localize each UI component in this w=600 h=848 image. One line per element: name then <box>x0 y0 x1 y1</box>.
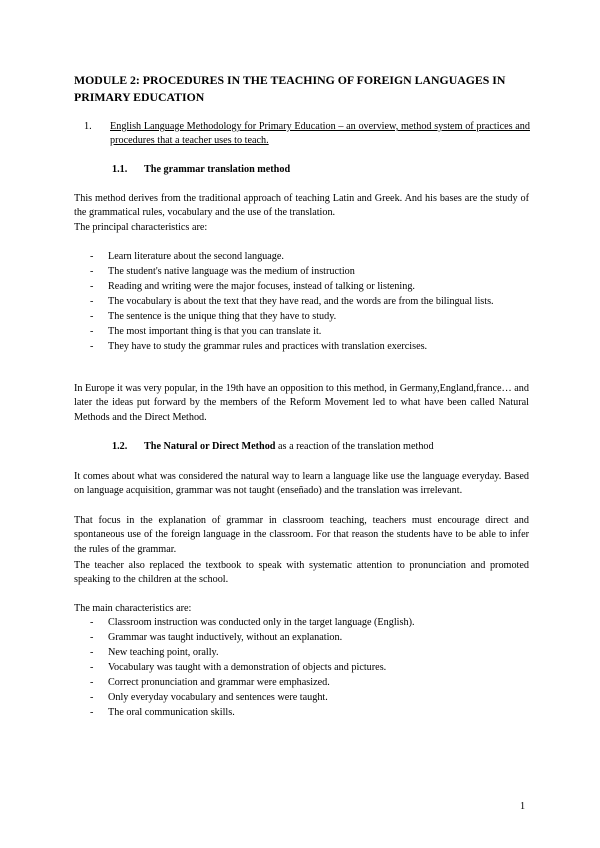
direct-method-teacher-role: The teacher also replaced the textbook to speak with systematic attention to pronunciation and promoted speaking to the children at the school. <box>74 560 529 586</box>
grammar-method-characteristics-label: The principal characteristics are: <box>74 222 208 233</box>
page-number: 1 <box>520 801 526 812</box>
direct-method-characteristics-label: The main characteristics are: <box>74 603 192 614</box>
list-item: - Only everyday vocabulary and sentences were taught. <box>90 692 328 703</box>
grammar-method-intro: This method derives from the traditional approach of teaching Latin and Greek. And his bases are the study of the grammatical rules, vocabulary and the use of the translation. <box>74 193 529 219</box>
subsection-1-1-number: 1.1. <box>112 164 128 175</box>
direct-method-grammar-focus: That focus in the explanation of grammar in classroom teaching, teachers must encourage direct and spontaneous use of the foreign language in the classroom. For that reason the students have to be able to infer the rules of the grammar. <box>74 515 529 555</box>
direct-method-intro: It comes about what was considered the natural way to learn a language like use the language everyday. Based on language acquisition, grammar was not taught (enseñado) and the translation was irrelevant. <box>74 471 529 497</box>
grammar-method-characteristics-list <box>74 250 529 355</box>
list-item: - The student's native language was the medium of instruction <box>90 266 355 277</box>
list-item: - The most important thing is that you can translate it. <box>90 326 322 337</box>
direct-method-characteristics-list <box>74 616 529 721</box>
subsection-1-2-heading <box>112 440 434 454</box>
list-item: - Correct pronunciation and grammar were emphasized. <box>90 677 330 688</box>
section-1-text: English Language Methodology for Primary Education – an overview, method system of practices and procedures that a teacher uses to teach. <box>110 121 530 147</box>
list-item: - Learn literature about the second language. <box>90 251 284 262</box>
subsection-1-2-title: The Natural or Direct Method <box>144 441 276 452</box>
subsection-1-1-title: The grammar translation method <box>144 164 291 175</box>
section-1-number: 1. <box>84 121 92 132</box>
subsection-1-2-number: 1.2. <box>112 441 128 452</box>
list-item: - Reading and writing were the major focuses, instead of talking or listening. <box>90 281 415 292</box>
grammar-method-history: In Europe it was very popular, in the 19th have an opposition to this method, in Germany,England,france… and later the ideas put forward by the members of the Reform Movement led to what have been called Natural Methods and the Direct Method. <box>74 383 529 423</box>
list-item: - The sentence is the unique thing that they have to study. <box>90 311 337 322</box>
subsection-1-2-suffix: as a reaction of the translation method <box>275 441 434 452</box>
list-item: - New teaching point, orally. <box>90 647 219 658</box>
page-title: MODULE 2: PROCEDURES IN THE TEACHING OF FOREIGN LANGUAGES IN PRIMARY EDUCATION <box>74 73 506 104</box>
section-1-heading <box>74 120 530 149</box>
list-item: - The oral communication skills. <box>90 707 235 718</box>
list-item: - Grammar was taught inductively, without an explanation. <box>90 632 343 643</box>
subsection-1-1-heading <box>112 163 290 177</box>
list-item: - They have to study the grammar rules and practices with translation exercises. <box>90 341 428 352</box>
list-item: - Vocabulary was taught with a demonstration of objects and pictures. <box>90 662 387 673</box>
list-item: - Classroom instruction was conducted only in the target language (English). <box>90 617 415 628</box>
list-item: - The vocabulary is about the text that they have read, and the words are from the bilingual lists. <box>90 296 494 307</box>
